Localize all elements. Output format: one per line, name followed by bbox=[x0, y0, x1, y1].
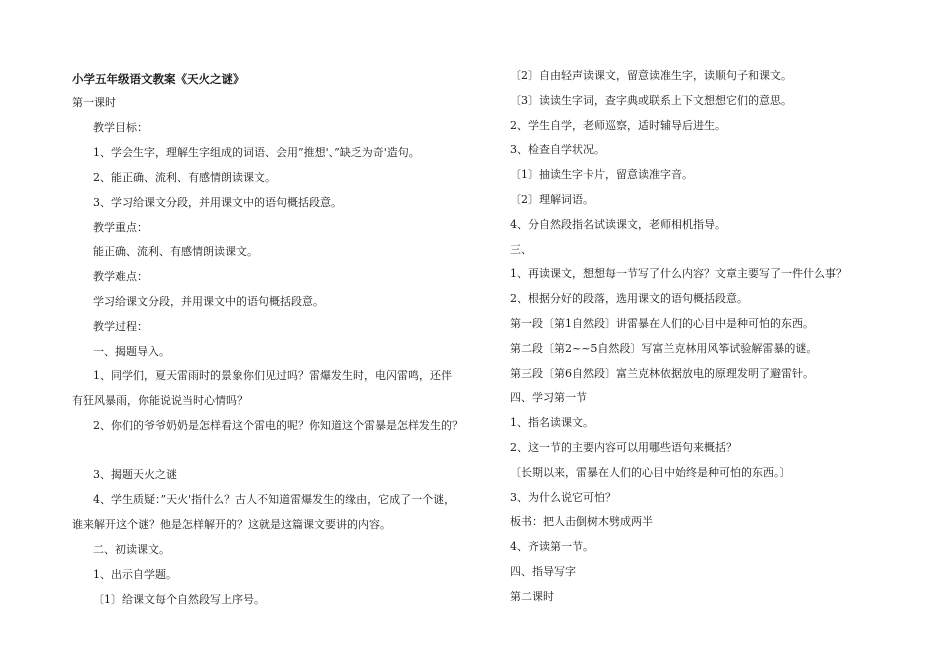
text-line: 2、学生自学，老师巡察，适时辅导后进生。 bbox=[510, 119, 726, 132]
text-line: 4、齐读第一节。 bbox=[510, 540, 594, 553]
text-line: 教学目标： bbox=[93, 121, 148, 134]
text-line: 4、学生质疑：”天火'指什么？古人不知道雷爆发生的缘由，它成了一个谜， bbox=[93, 493, 456, 506]
text-line: 二、初读课文。 bbox=[93, 543, 170, 556]
text-line: 〔长期以来，雷暴在人们的心目中始终是种可怕的东西。〕 bbox=[510, 466, 791, 479]
text-line: 第一课时 bbox=[72, 96, 116, 109]
text-line: 1、出示自学题。 bbox=[93, 568, 177, 581]
text-line: 一、揭题导入。 bbox=[93, 345, 170, 358]
text-line: 2、这一节的主要内容可以用哪些语句来概括？ bbox=[510, 441, 737, 454]
text-line: 3、检查自学状况。 bbox=[510, 143, 605, 156]
text-line: 有狂风暴雨，你能说说当时心情吗？ bbox=[72, 394, 248, 407]
text-line: 2、你们的爷爷奶奶是怎样看这个雷电的呢？你知道这个雷暴是怎样发生的？ bbox=[93, 419, 463, 432]
text-line: 2、能正确、流利、有感情朗读课文。 bbox=[93, 171, 276, 184]
text-line: 1、学会生字，理解生字组成的词语、会用”推想'、”缺乏为奇'造句。 bbox=[93, 146, 420, 159]
text-line: 教学难点： bbox=[93, 270, 148, 283]
text-line: 〔3〕读读生字词，查字典或联系上下文想想它们的意思。 bbox=[510, 94, 792, 107]
text-line: 谁来解开这个谜？他是怎样解开的？这就是这篇课文要讲的内容。 bbox=[72, 518, 391, 531]
text-line: 〔2〕理解词语。 bbox=[510, 193, 594, 206]
text-line: 1、同学们，夏天雷雨时的景象你们见过吗？雷爆发生时，电闪雷鸣，还伴 bbox=[93, 369, 452, 382]
text-line: 第二段〔第2~~5自然段〕写富兰克林用风筝试验解雷暴的谜。 bbox=[510, 342, 818, 355]
text-line: 四、指导写字 bbox=[510, 565, 576, 578]
text-line: 能正确、流利、有感情朗读课文。 bbox=[93, 245, 258, 258]
text-line: 第二课时 bbox=[510, 590, 554, 603]
text-line: 第三段〔第6自然段〕富兰克林依据放电的原理发明了避雷针。 bbox=[510, 367, 814, 380]
text-line: 学习给课文分段，并用课文中的语句概括段意。 bbox=[93, 295, 324, 308]
text-line: 〔2〕自由轻声读课文，留意读准生字，读顺句子和课文。 bbox=[510, 69, 792, 82]
text-line: 教学过程： bbox=[93, 320, 148, 333]
text-line: 3、学习给课文分段，并用课文中的语句概括段意。 bbox=[93, 196, 342, 209]
text-line: 3、为什么说它可怕？ bbox=[510, 491, 616, 504]
document-title: 小学五年级语文教案《天火之谜》 bbox=[72, 72, 245, 86]
text-line: 1、再读课文，想想每一节写了什么内容？文章主要写了一件什么事？ bbox=[510, 267, 847, 280]
text-line: 1、指名读课文。 bbox=[510, 416, 594, 429]
text-line: 板书：把人击倒树木劈成两半 bbox=[510, 515, 653, 528]
text-line: 教学重点： bbox=[93, 221, 148, 234]
text-line: 〔1〕抽读生字卡片，留意读准字音。 bbox=[510, 168, 693, 181]
text-line: 4、分自然段指名试读课文，老师相机指导。 bbox=[510, 218, 726, 231]
text-line: 四、学习第一节 bbox=[510, 391, 587, 404]
text-line: 3、揭题天火之谜 bbox=[93, 468, 177, 481]
text-line: 第一段〔第1自然段〕讲雷暴在人们的心目中是种可怕的东西。 bbox=[510, 317, 814, 330]
text-line: 2、根据分好的段落，选用课文的语句概括段意。 bbox=[510, 292, 748, 305]
right-column bbox=[475, 0, 950, 672]
text-line: 三、 bbox=[510, 243, 532, 256]
text-line: 〔1〕给课文每个自然段写上序号。 bbox=[93, 593, 265, 606]
